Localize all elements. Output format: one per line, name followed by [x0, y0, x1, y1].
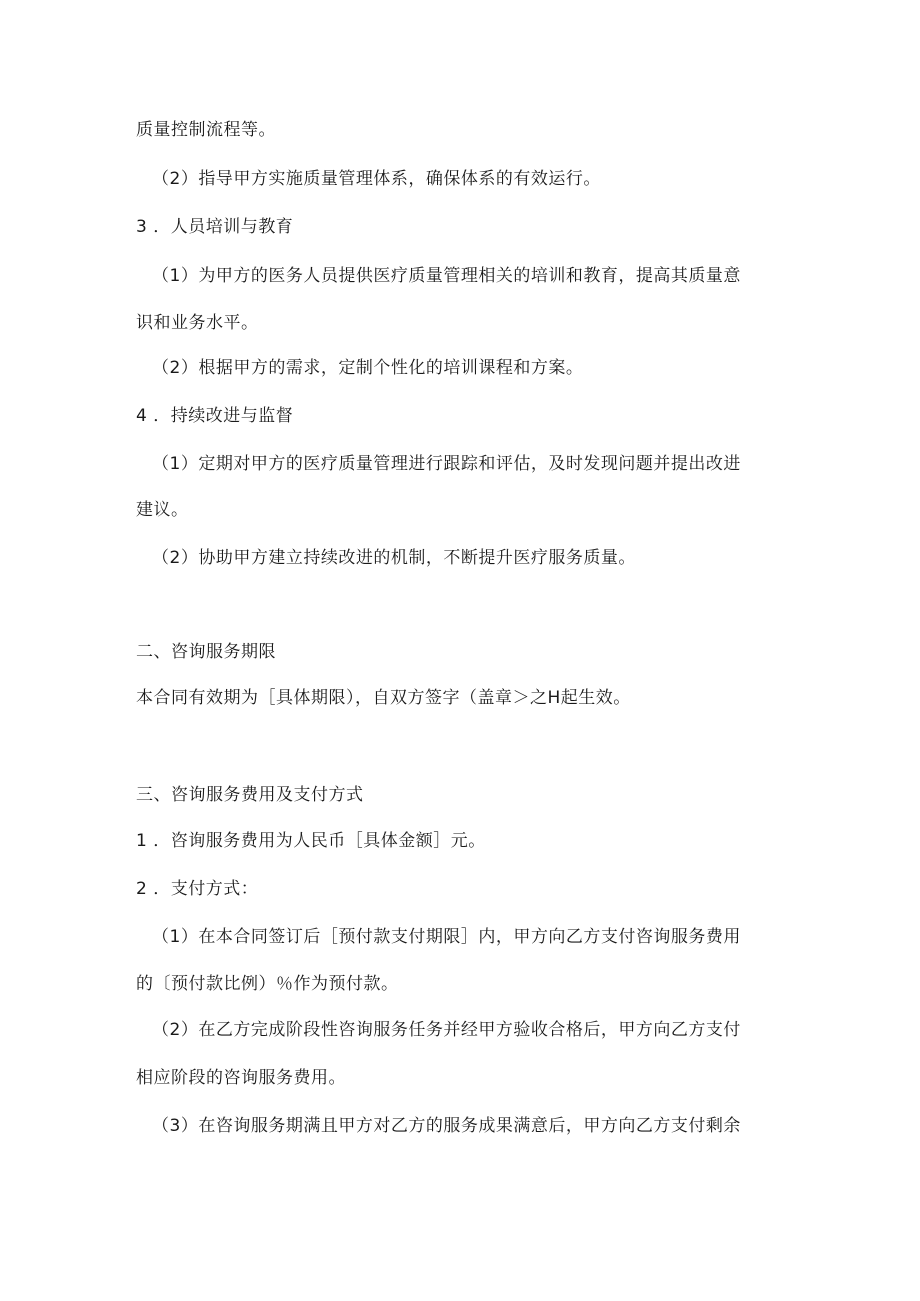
text-line: （2）在乙方完成阶段性咨询服务任务并经甲方验收合格后，甲方向乙方支付 [152, 1020, 741, 1040]
text-line: 质量控制流程等。 [136, 120, 276, 140]
text-line: （2）协助甲方建立持续改进的机制，不断提升医疗服务质量。 [152, 548, 636, 568]
text-line: 相应阶段的咨询服务费用。 [136, 1068, 346, 1088]
text-line: （3）在咨询服务期满且甲方对乙方的服务成果满意后，甲方向乙方支付剩余 [152, 1116, 741, 1136]
text-line: 建议。 [136, 500, 189, 520]
section-heading: 3 ．人员培训与教育 [136, 217, 294, 237]
text-line: （2）指导甲方实施质量管理体系，确保体系的有效运行。 [152, 169, 601, 189]
text-line: （1）为甲方的医务人员提供医疗质量管理相关的培训和教育，提高其质量意 [152, 266, 741, 286]
section-heading: 4 ．持续改进与监督 [136, 406, 294, 426]
chapter-heading: 二、咨询服务期限 [136, 642, 276, 662]
text-line: （1）定期对甲方的医疗质量管理进行跟踪和评估，及时发现问题并提出改进 [152, 454, 741, 474]
text-line: 1 ．咨询服务费用为人民币［具体金额］元。 [136, 831, 486, 851]
chapter-heading: 三、咨询服务费用及支付方式 [136, 785, 364, 805]
text-line: 识和业务水平。 [136, 313, 259, 333]
text-line: （1）在本合同签订后［预付款支付期限］内，甲方向乙方支付咨询服务费用 [152, 927, 741, 947]
text-line: 的〔预付款比例）％作为预付款。 [136, 974, 399, 994]
text-line: 本合同有效期为［具体期限），自双方签字（盖章＞之H起生效。 [136, 688, 631, 708]
text-line: 2 ．支付方式： [136, 879, 259, 899]
text-line: （2）根据甲方的需求，定制个性化的培训课程和方案。 [152, 358, 584, 378]
